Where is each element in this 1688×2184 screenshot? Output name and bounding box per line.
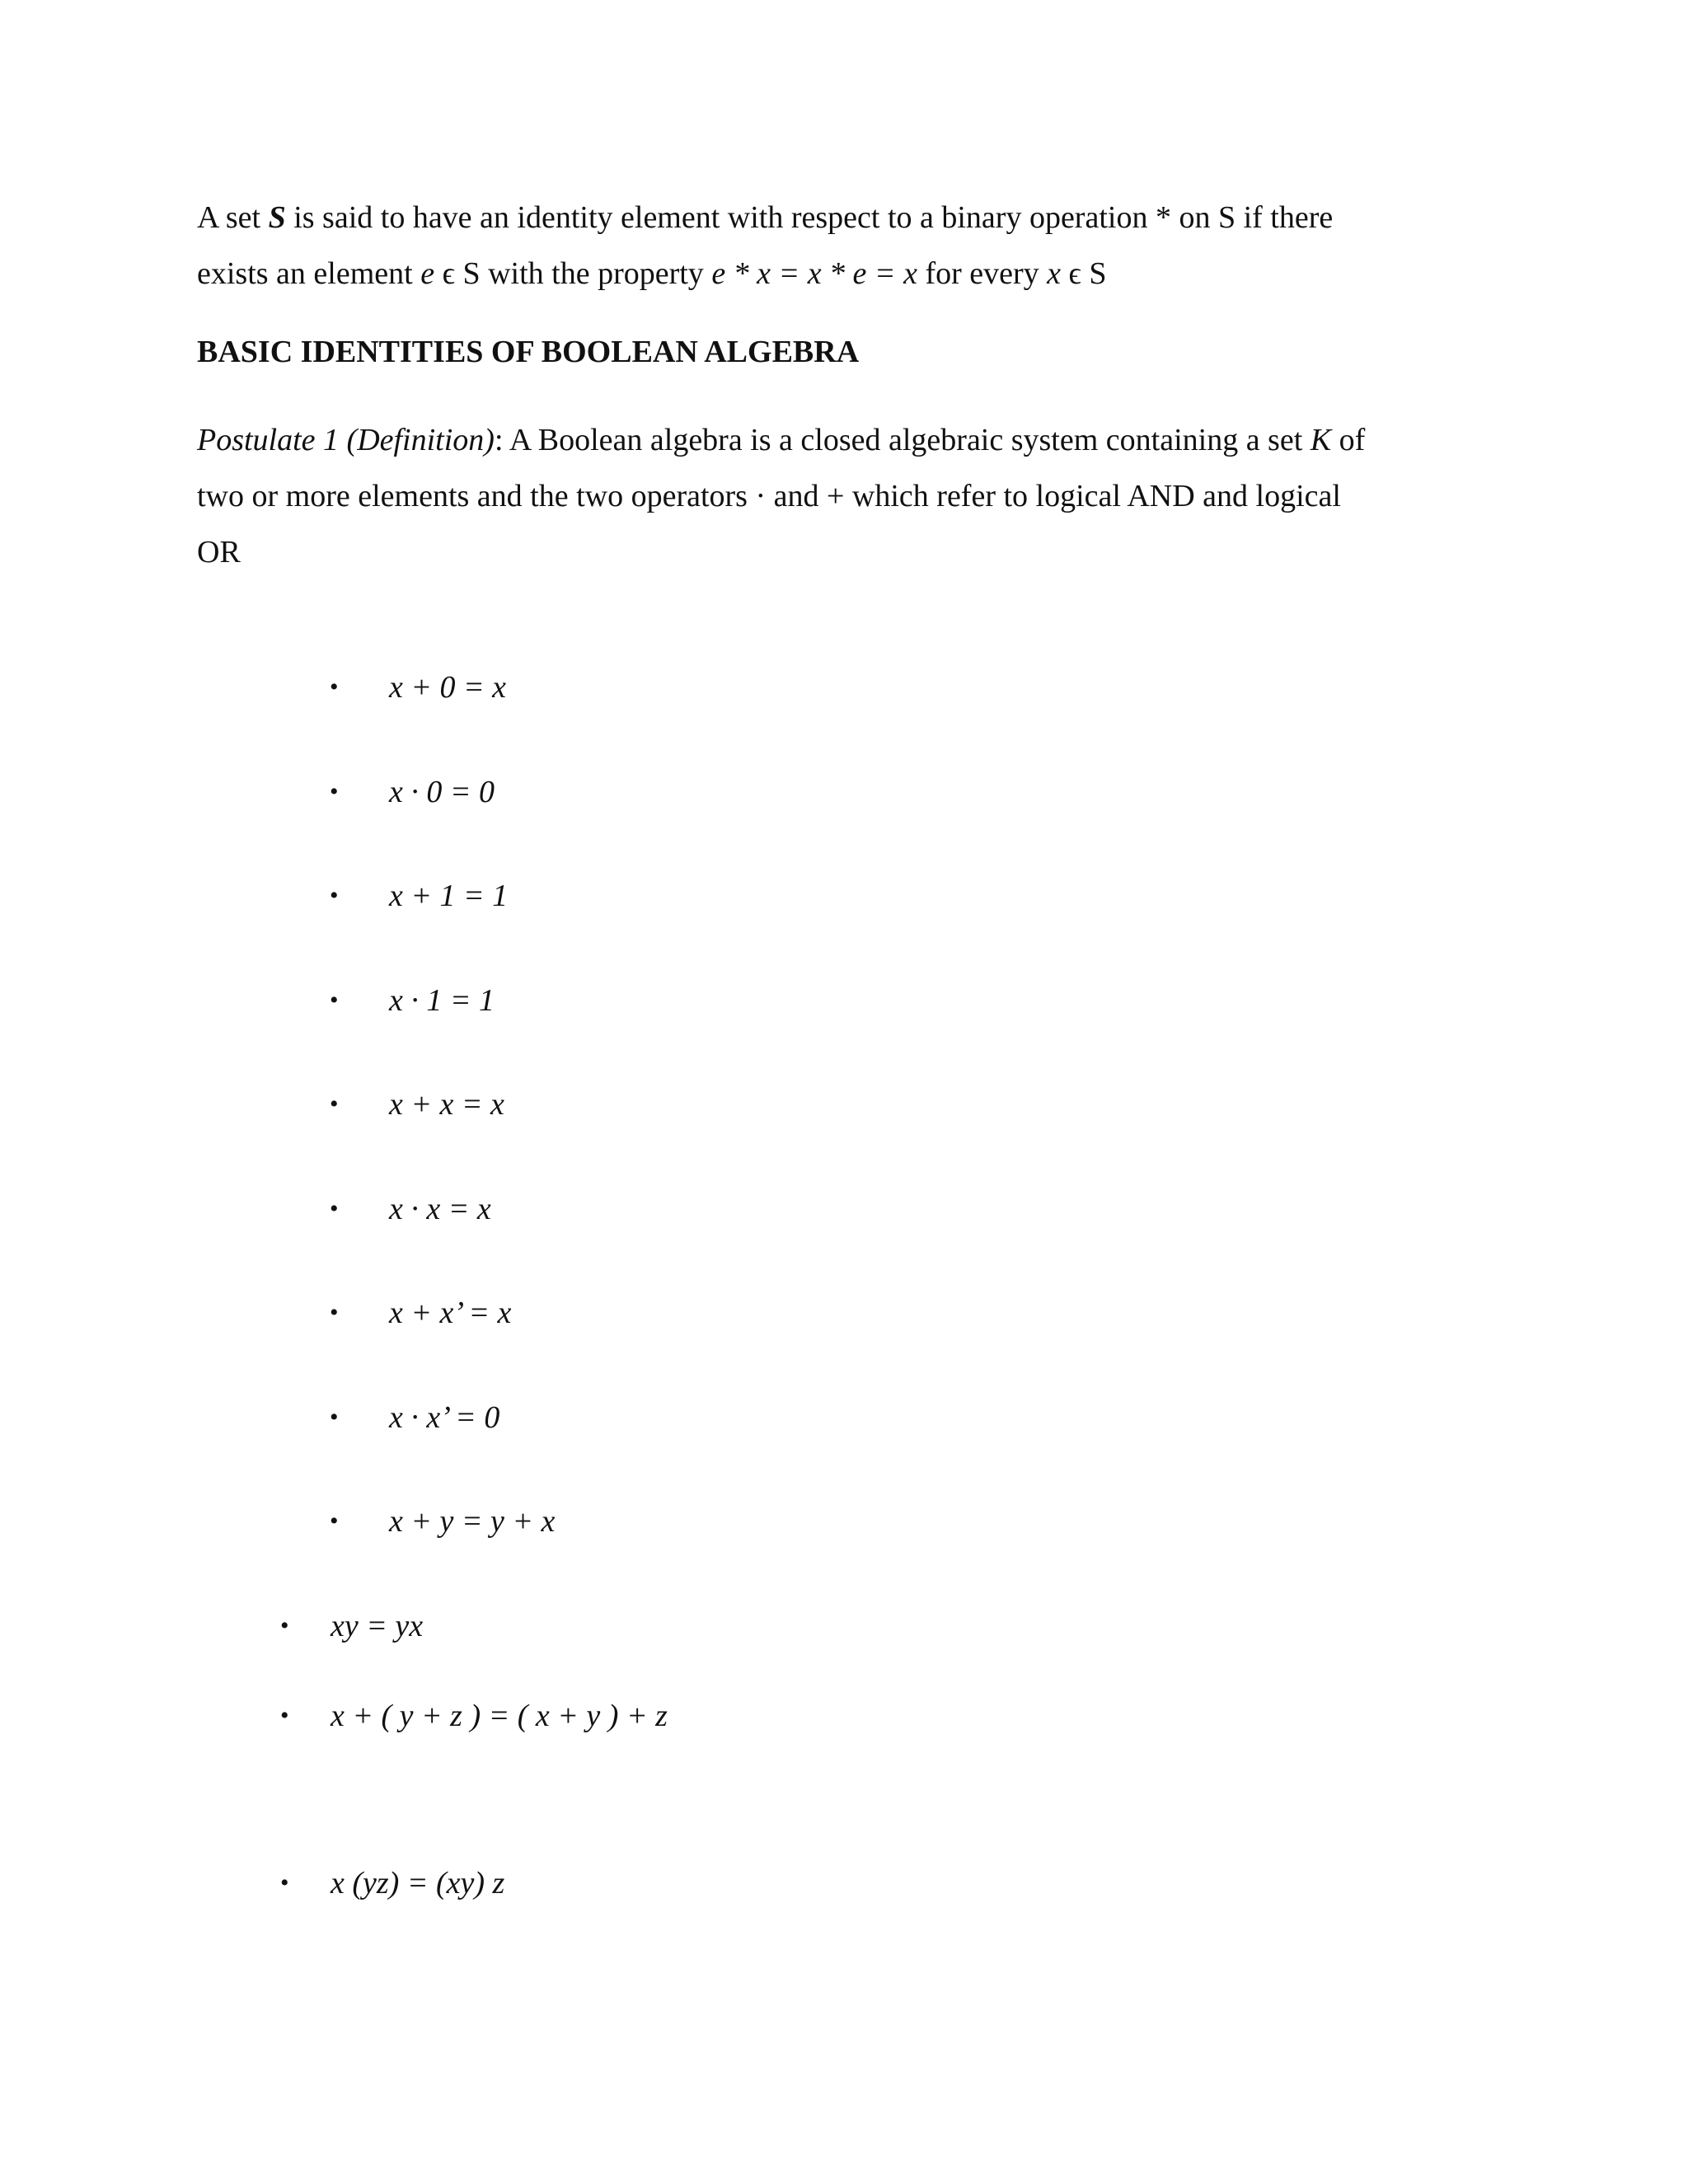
paragraph-line: [197, 190, 1450, 246]
text-run: for every: [917, 256, 1048, 291]
text-run: A set: [197, 200, 269, 235]
text-run: ϵ S: [1061, 256, 1107, 291]
bullet: •: [330, 987, 339, 1014]
text-run: : A Boolean algebra is a closed algebraic system containing a set: [494, 423, 1311, 457]
paragraph-line: [197, 246, 1450, 302]
math-variable: x: [1047, 256, 1062, 291]
postulate-label: Postulate 1 (Definition): [197, 423, 495, 457]
identity-expression: x · 0 = 0: [389, 775, 495, 809]
postulate-paragraph: [197, 412, 1450, 580]
math-expression: e * x = x * e = x: [711, 256, 917, 291]
bullet: •: [330, 1090, 339, 1118]
text-run: of: [1331, 423, 1366, 457]
identity-expression: x + x’ = x: [389, 1296, 512, 1330]
identity-expression: x + y = y + x: [389, 1504, 556, 1539]
identity-expression: x + 1 = 1: [389, 879, 509, 913]
bullet: •: [330, 1404, 339, 1431]
identity-expression: x · x’ = 0: [389, 1400, 500, 1435]
paragraph-line: two or more elements and the two operators · and + which refer to logical AND and logical: [197, 479, 1341, 513]
identity-expression: x + ( y + z ) = ( x + y ) + z: [331, 1699, 668, 1733]
bullet: •: [280, 1702, 289, 1729]
math-variable: e: [420, 256, 435, 291]
bullet: •: [330, 1195, 339, 1222]
set-symbol: S: [268, 200, 286, 235]
paragraph-line: OR: [197, 535, 241, 569]
bullet: •: [330, 673, 339, 701]
text-run: exists an element: [197, 256, 421, 291]
identity-expression: x + x = x: [389, 1087, 504, 1122]
identity-expression: x + 0 = x: [389, 670, 507, 705]
text-run: ϵ S with the property: [434, 256, 712, 291]
bullet: •: [280, 1612, 289, 1639]
text-run: is said to have an identity element with respect to a binary operation * on S if there: [285, 200, 1334, 235]
section-heading: BASIC IDENTITIES OF BOOLEAN ALGEBRA: [197, 335, 860, 369]
identity-expression: x (yz) = (xy) z: [331, 1866, 505, 1900]
bullet: •: [280, 1869, 289, 1896]
math-variable: K: [1310, 423, 1332, 457]
paragraph-line: [197, 412, 1450, 468]
bullet: •: [330, 778, 339, 805]
bullet: •: [330, 1507, 339, 1535]
identity-element-paragraph: [197, 190, 1450, 302]
identity-expression: xy = yx: [331, 1609, 424, 1643]
bullet: •: [330, 882, 339, 909]
identity-expression: x · x = x: [389, 1192, 491, 1226]
identity-expression: x · 1 = 1: [389, 983, 495, 1018]
bullet: •: [330, 1299, 339, 1326]
